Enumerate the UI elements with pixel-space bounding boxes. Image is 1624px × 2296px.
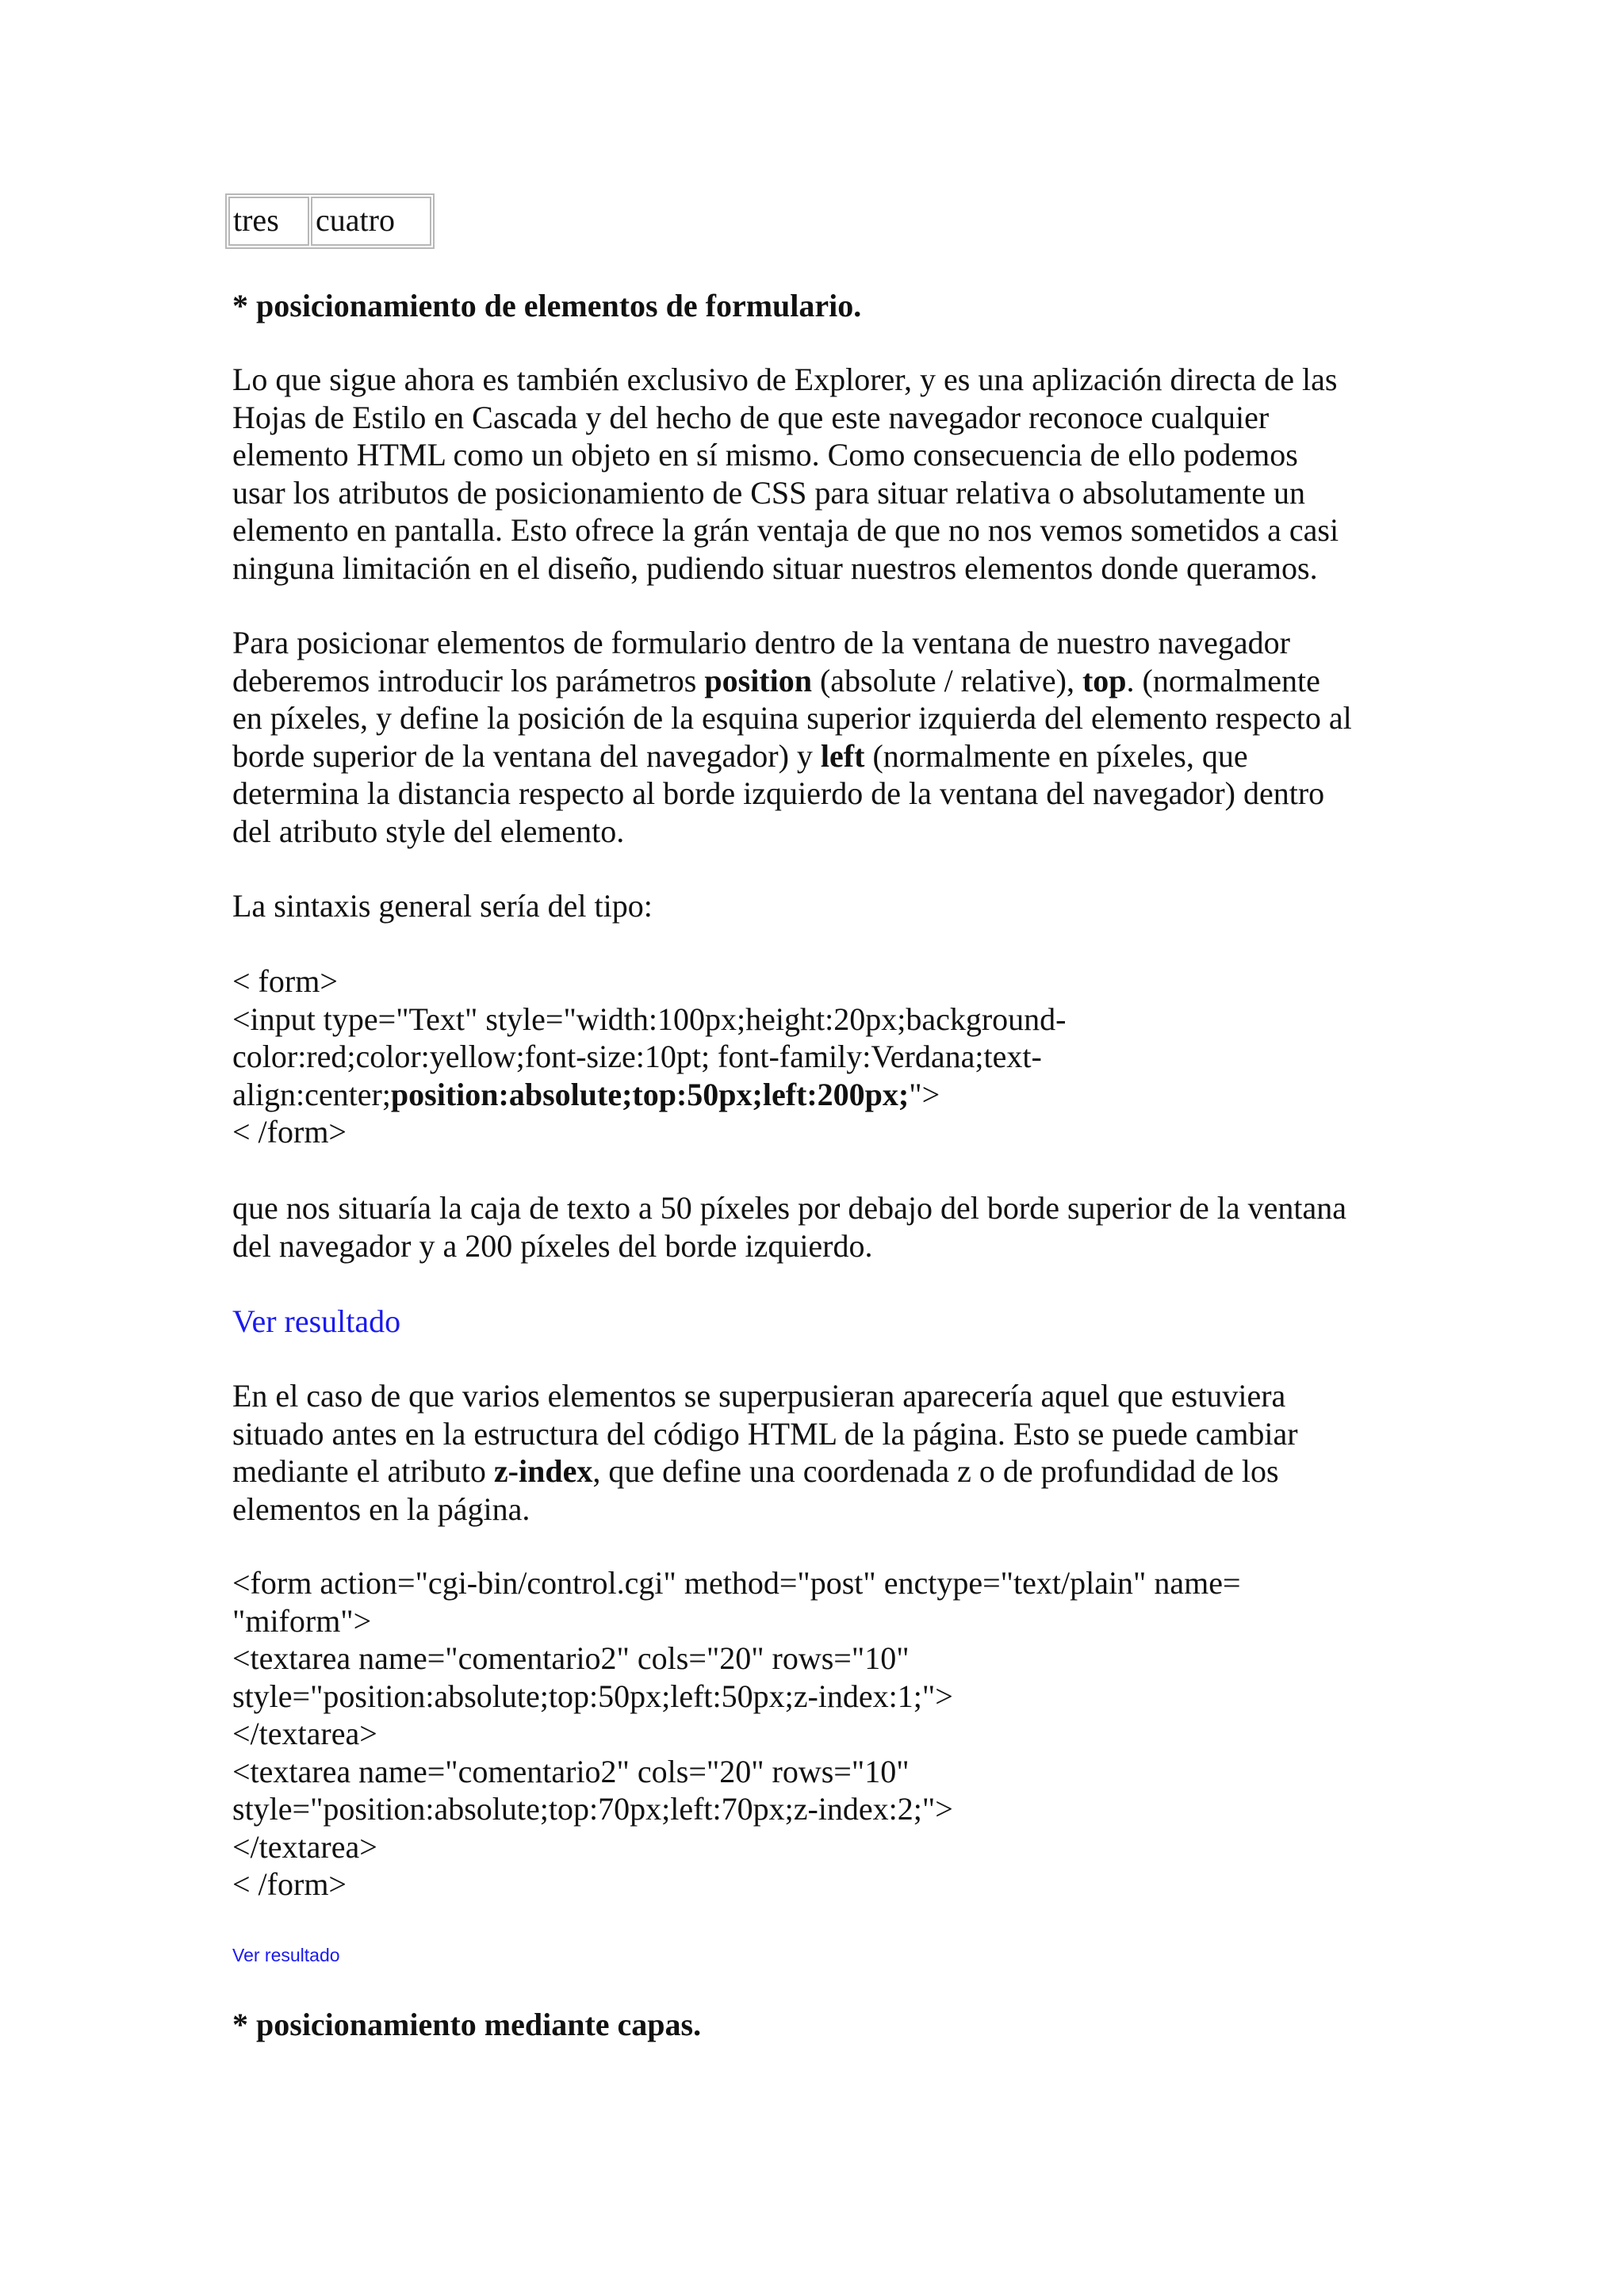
code-line: "miform"> <box>232 1602 372 1639</box>
text-line: que nos situaría la caja de texto a 50 píxeles por debajo del borde superior de la ventana <box>232 1190 1347 1226</box>
text-line: Lo que sigue ahora es también exclusivo de Explorer, y es una aplización directa de las <box>232 362 1338 397</box>
keyword-z-index: z-index <box>493 1453 593 1489</box>
text-fragment: mediante el atributo <box>232 1453 494 1489</box>
paragraph-z-index <box>232 1377 1406 1528</box>
paragraph-intro <box>232 361 1406 587</box>
text-line: determina la distancia respecto al borde izquierdo de la ventana del navegador) dentro <box>232 775 1325 811</box>
text-line: En el caso de que varios elementos se superpusieran aparecería aquel que estuviera <box>232 1378 1286 1414</box>
text-line <box>232 662 1406 700</box>
code-block-input <box>232 962 1406 1151</box>
data-table <box>225 193 435 249</box>
text-fragment: (normalmente en píxeles, que <box>864 737 1248 774</box>
code-line: <form action="cgi-bin/control.cgi" method="post" enctype="text/plain" name= <box>232 1565 1241 1601</box>
text-line: en píxeles, y define la posición de la esquina superior izquierda del elemento respecto al <box>232 700 1352 736</box>
text-fragment: (absolute / relative), <box>811 662 1082 698</box>
text-line: Para posicionar elementos de formulario dentro de la ventana de nuestro navegador <box>232 625 1290 660</box>
code-line: color:red;color:yellow;font-size:10pt; font-family:Verdana;text- <box>232 1039 1042 1074</box>
keyword-left: left <box>820 737 865 774</box>
section-heading-layers: * posicionamiento mediante capas. <box>232 2007 702 2042</box>
code-line: style="position:absolute;top:70px;left:70px;z-index:2;"> <box>232 1791 953 1827</box>
text-fragment: deberemos introducir los parámetros <box>232 662 705 698</box>
text-line: elementos en la página. <box>232 1490 530 1527</box>
table-cell: cuatro <box>311 197 431 246</box>
text-fragment: . (normalmente <box>1126 662 1320 698</box>
text-line: elemento en pantalla. Esto ofrece la grán ventaja de que no nos vemos sometidos a casi <box>232 512 1339 548</box>
code-line: < form> <box>232 963 338 999</box>
code-line: </textarea> <box>232 1828 377 1865</box>
code-line: <textarea name="comentario2" cols="20" rows="10" <box>232 1640 910 1676</box>
code-line: <textarea name="comentario2" cols="20" rows="10" <box>232 1753 910 1789</box>
paragraph-position-params <box>232 624 1406 850</box>
ver-resultado-link[interactable]: Ver resultado <box>232 1303 401 1339</box>
code-line: </textarea> <box>232 1716 377 1751</box>
table-cell: tres <box>228 197 309 246</box>
text-fragment: borde superior de la ventana del navegador) y <box>232 737 821 774</box>
code-line: <input type="Text" style="width:100px;height:20px;background- <box>232 1001 1067 1037</box>
keyword-top: top <box>1082 662 1127 698</box>
text-fragment: , que define una coordenada z o de profundidad de los <box>592 1453 1279 1489</box>
section-heading-form-positioning: * posicionamiento de elementos de formulario. <box>232 288 862 323</box>
code-fragment: "> <box>909 1076 940 1112</box>
code-fragment: align:center; <box>232 1076 391 1112</box>
text-line: del navegador y a 200 píxeles del borde izquierdo. <box>232 1227 873 1264</box>
paragraph-syntax-intro: La sintaxis general sería del tipo: <box>232 888 653 924</box>
table-row <box>228 197 431 246</box>
keyword-position: position <box>704 662 812 698</box>
code-highlight: position:absolute;top:50px;left:200px; <box>390 1076 910 1112</box>
text-line: situado antes en la estructura del código HTML de la página. Esto se puede cambiar <box>232 1415 1298 1452</box>
code-line: style="position:absolute;top:50px;left:50px;z-index:1;"> <box>232 1678 953 1714</box>
text-line: ninguna limitación en el diseño, pudiendo situar nuestros elementos donde queramos. <box>232 549 1318 586</box>
code-line: < /form> <box>232 1866 347 1902</box>
text-line <box>232 737 1406 775</box>
ver-resultado-link-small[interactable]: Ver resultado <box>232 1945 340 1965</box>
code-line: < /form> <box>232 1114 347 1150</box>
code-block-textarea <box>232 1564 1406 1904</box>
code-line <box>232 1076 1406 1114</box>
text-line <box>232 1452 1406 1490</box>
text-line: elemento HTML como un objeto en sí mismo. Como consecuencia de ello podemos <box>232 437 1298 473</box>
paragraph-result-explanation <box>232 1189 1406 1265</box>
text-line: del atributo style del elemento. <box>232 813 625 849</box>
text-line: usar los atributos de posicionamiento de CSS para situar relativa o absolutamente un <box>232 474 1306 511</box>
text-line: Hojas de Estilo en Cascada y del hecho de que este navegador reconoce cualquier <box>232 399 1270 435</box>
